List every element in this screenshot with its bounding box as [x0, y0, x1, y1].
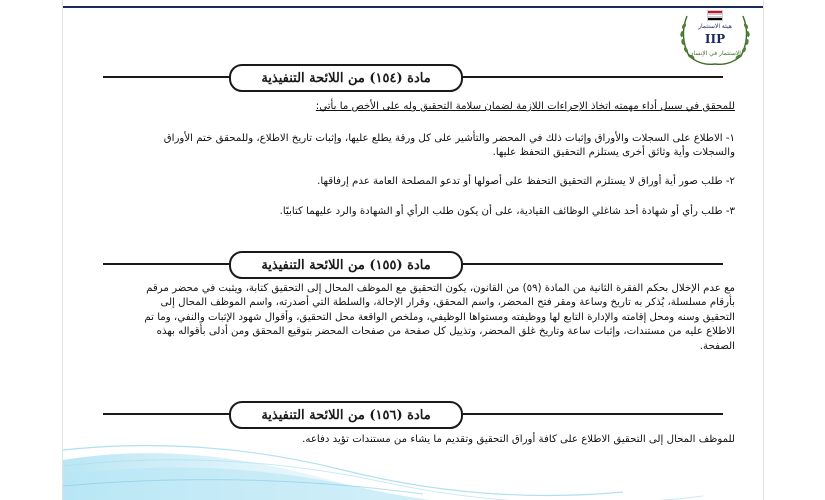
article-155-body: مع عدم الإخلال بحكم الفقرة الثانية من المادة (٥٩) من القانون، يكون التحقيق مع الموظف المحال إلى التحقيق كتابة، ويثبت في محضر مرقم بأرقام مسلسلة، يُذكر به تاريخ وساعة ومقر فتح المحضر، واسم المحقق، وقرار الإحالة، والسلطة التي أصدرته، واسم الموظف المحال إلى التحقيق وسنه ومحل إقامته والإدارة التابع لها ووظيفته ومستواها الوظيفي، وملخص الواقعة محل التحقيق، وأقوال شهود الإثبات والنفي، وما تم الاطلاع عليه من مستندات، وإثبات ساعة وتاريخ غلق المحضر، وتذييل كل صفحة من صفحات المحضر بتوقيع المحقق ومن أدلى بأقواله بهذه الصفحة. — [144, 283, 735, 352]
institute-logo — [675, 6, 755, 68]
article-154-item-1: ١- الاطلاع على السجلات والأوراق وإثبات ذلك في المحضر والتأشير على كل ورقة يطلع عليها، وإثبات تاريخ الاطلاع، وللمحقق ختم الأوراق والسجلات وأية وثائق أخرى يستلزم التحقيق التحفظ عليها. — [163, 133, 735, 159]
article-154-item-3: ٣- طلب رأي أو شهادة أحد شاغلي الوظائف القيادية، على أن يكون طلب الرأي أو الشهادة والرد عليهما كتابيًا. — [279, 206, 735, 217]
article-154-item-2: ٢- طلب صور أية أوراق لا يستلزم التحقيق التحفظ على أصولها أو تدعو المصلحة العامة عدم إرفاقها. — [317, 176, 735, 187]
article-154-heading: مادة (١٥٤) من اللائحة التنفيذية — [229, 64, 463, 92]
logo-mark-text: IIP — [704, 32, 726, 46]
article-154-intro — [125, 100, 735, 114]
article-155-heading: مادة (١٥٥) من اللائحة التنفيذية — [229, 251, 463, 279]
article-156-body: للموظف المحال إلى التحقيق الاطلاع على كافة أوراق التحقيق وتقديم ما يشاء من مستندات تؤيد دفاعه. — [302, 434, 735, 445]
logo-brand-text: هيئة الاستثمار — [698, 23, 732, 30]
document-page — [62, 0, 764, 500]
logo-tagline: الاستثمار في الإنسان — [689, 50, 741, 57]
article-156-heading: مادة (١٥٦) من اللائحة التنفيذية — [229, 401, 463, 429]
flag-icon — [708, 11, 722, 20]
top-divider — [63, 6, 763, 8]
article-154-intro-text: للمحقق في سبيل أداء مهمته اتخاذ الإجراءات اللازمة لضمان سلامة التحقيق وله على الأخص ما يأتي: — [315, 101, 735, 112]
decorative-waves — [63, 430, 763, 500]
